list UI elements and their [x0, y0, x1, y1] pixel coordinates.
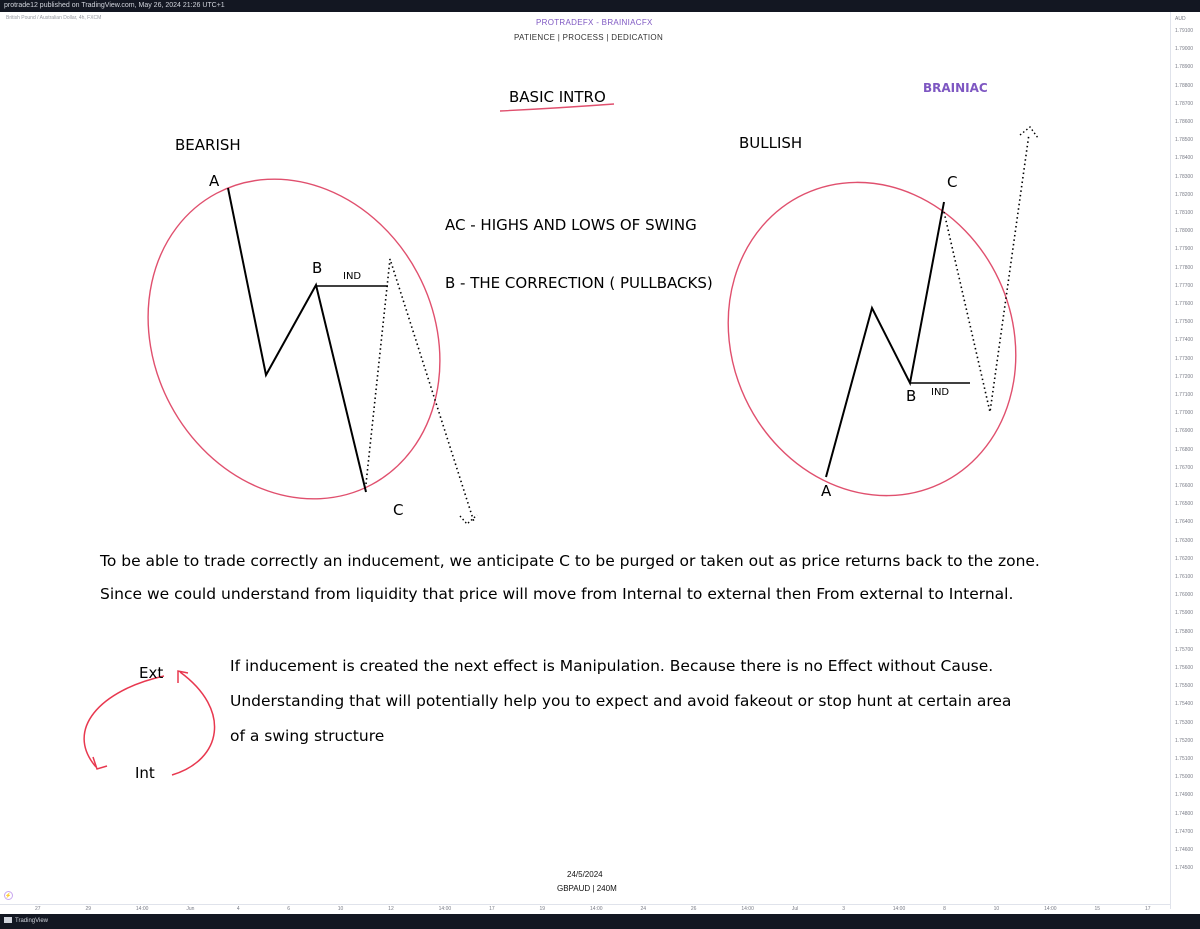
manipulation-line-1: If inducement is created the next effect is Manipulation. Because there is no Effect without Cause.: [230, 657, 994, 675]
brand-subtitle: PATIENCE | PROCESS | DEDICATION: [514, 33, 664, 42]
time-axis-label: 14:00: [741, 906, 754, 912]
time-axis-label: 10: [337, 906, 344, 912]
price-axis-label: 1.77900: [1175, 246, 1194, 253]
paragraph-line-2: Since we could understand from liquidity that price will move from Internal to external then From external to Internal.: [100, 585, 1014, 603]
brainiac-label: BRAINIAC: [923, 81, 988, 95]
bullish-point-b: B: [906, 387, 917, 405]
price-axis-label: 1.77600: [1175, 301, 1194, 307]
price-axis-label: 1.74600: [1175, 847, 1194, 853]
bullish-ellipse: [677, 135, 1066, 543]
price-axis-label: 1.75500: [1175, 683, 1194, 690]
price-axis-label: 1.78000: [1175, 228, 1194, 235]
time-axis-label: 15: [1094, 906, 1101, 912]
time-axis-label: 8: [943, 906, 946, 912]
bullish-projection-arrowhead: [1020, 127, 1038, 138]
cycle-arrowhead-left: [93, 757, 107, 769]
price-axis-label: 1.78700: [1175, 100, 1194, 107]
price-axis-label: 1.76200: [1175, 555, 1194, 562]
price-axis-label: 1.77400: [1175, 337, 1194, 344]
price-axis-label: 1.78500: [1175, 137, 1194, 144]
price-axis-label: 1.75000: [1175, 774, 1194, 781]
price-axis-label: 1.78100: [1175, 210, 1194, 216]
bullish-swing-line: [826, 202, 944, 477]
price-axis-label: 1.75200: [1175, 737, 1194, 744]
manipulation-line-2: Understanding that will potentially help you to expect and avoid fakeout or stop hunt at certain area: [230, 692, 1012, 710]
cycle-int-label: Int: [135, 764, 155, 782]
price-axis-label: 1.76400: [1175, 519, 1194, 526]
price-axis-label: 1.75700: [1175, 646, 1194, 653]
price-axis-label: 1.75100: [1175, 756, 1194, 762]
time-axis-label: 3: [842, 906, 846, 912]
time-axis-label: 26: [690, 906, 697, 912]
brand-title: PROTRADEFX - BRAINIACFX: [536, 18, 653, 27]
time-axis-label: 12: [388, 906, 394, 912]
price-axis-label: 1.78900: [1175, 64, 1194, 71]
bullish-point-c: C: [947, 173, 958, 191]
price-axis[interactable]: [1170, 12, 1200, 909]
time-axis-label: 14:00: [892, 906, 906, 912]
price-axis-label: 1.76000: [1175, 592, 1194, 599]
time-axis-label: 10: [993, 906, 1000, 912]
time-axis-label: 14:00: [590, 906, 603, 912]
cycle-arrow-right: [172, 672, 215, 775]
time-axis-label: 6: [287, 906, 291, 912]
price-axis-label: 1.78600: [1175, 119, 1194, 125]
price-axis-label: 1.75800: [1175, 628, 1194, 635]
time-axis-label: 29: [85, 906, 92, 912]
price-axis-label: 1.77200: [1175, 373, 1194, 380]
tradingview-footer-bar: [0, 914, 1200, 929]
time-axis-label: 17: [489, 906, 495, 912]
price-axis-label: 1.74500: [1175, 865, 1194, 872]
cycle-ext-label: Ext: [139, 664, 164, 682]
tradingview-logo-icon: [4, 917, 12, 923]
bullish-ind-label: IND: [931, 387, 950, 398]
bullish-point-a: A: [821, 482, 832, 500]
time-axis-label: 19: [539, 906, 546, 912]
price-axis-label: 1.77000: [1175, 410, 1194, 417]
price-axis-label: 1.78200: [1175, 191, 1194, 198]
price-axis-label: 1.79100: [1175, 28, 1194, 34]
bearish-ind-label: IND: [343, 271, 362, 282]
time-axis-label: 14:00: [1044, 906, 1057, 912]
price-axis-label: 1.75300: [1175, 719, 1194, 726]
price-axis-label: 1.76900: [1175, 428, 1194, 435]
price-axis-label: 1.77500: [1175, 319, 1194, 326]
bearish-dotted-projection: [366, 259, 474, 522]
bearish-swing-line: [228, 188, 366, 492]
bullish-title: BULLISH: [739, 134, 803, 152]
price-axis-label: 1.77700: [1175, 282, 1194, 289]
price-axis-currency: AUD: [1175, 16, 1186, 22]
price-axis-label: 1.77300: [1175, 355, 1194, 362]
publish-info-text: protrade12 published on TradingView.com, May 26, 2024 21:26 UTC+1: [4, 2, 225, 9]
price-axis-label: 1.78800: [1175, 82, 1194, 89]
tradingview-brand: TradingView: [15, 918, 49, 924]
price-axis-label: 1.76800: [1175, 446, 1194, 453]
time-axis-label: 24: [640, 906, 647, 912]
price-axis-label: 1.76700: [1175, 464, 1194, 471]
definition-b: B - THE CORRECTION ( PULLBACKS): [445, 274, 713, 292]
footer-symbol: GBPAUD | 240M: [557, 884, 617, 893]
footer-date: 24/5/2024: [567, 870, 603, 879]
time-axis-label: 4: [236, 906, 240, 912]
bearish-ellipse: [93, 128, 495, 551]
price-axis-label: 1.75600: [1175, 665, 1194, 671]
replay-toggle-icon[interactable]: ⚡: [5, 893, 12, 899]
manipulation-line-3: of a swing structure: [230, 727, 385, 745]
price-axis-label: 1.74700: [1175, 828, 1194, 835]
price-axis-label: 1.78300: [1175, 173, 1194, 180]
price-axis-label: 1.76100: [1175, 574, 1194, 580]
price-axis-label: 1.74800: [1175, 810, 1194, 817]
time-axis-label: Jun: [186, 906, 195, 912]
price-axis-label: 1.76500: [1175, 501, 1194, 508]
paragraph-line-1: To be able to trade correctly an inducement, we anticipate C to be purged or taken out as price returns back to the zone.: [100, 552, 1040, 570]
price-axis-label: 1.74900: [1175, 792, 1194, 799]
price-axis-label: 1.77800: [1175, 264, 1194, 271]
price-axis-label: 1.77100: [1175, 392, 1194, 398]
time-axis-label: 14:00: [438, 906, 452, 912]
price-axis-label: 1.76600: [1175, 483, 1194, 489]
definition-ac: AC - HIGHS AND LOWS OF SWING: [445, 216, 697, 234]
time-axis-label: 17: [1145, 906, 1151, 912]
bearish-point-b: B: [312, 259, 323, 277]
time-axis-label: 27: [35, 906, 41, 912]
price-axis-label: 1.78400: [1175, 155, 1194, 162]
time-axis-label: Jul: [791, 906, 799, 912]
bearish-projection-arrowhead: [460, 515, 477, 524]
bearish-point-c: C: [393, 501, 404, 519]
price-axis-label: 1.75400: [1175, 701, 1194, 708]
time-axis-label: 14:00: [135, 906, 149, 912]
bearish-title: BEARISH: [175, 136, 241, 154]
price-axis-label: 1.76300: [1175, 537, 1194, 544]
cycle-arrow-left: [84, 676, 164, 767]
intro-title: BASIC INTRO: [509, 88, 606, 106]
symbol-description: British Pound / Australian Dollar, 4h, FXCM: [6, 15, 102, 21]
price-axis-label: 1.75900: [1175, 610, 1194, 617]
bearish-point-a: A: [209, 172, 220, 190]
price-axis-label: 1.79000: [1175, 46, 1194, 53]
